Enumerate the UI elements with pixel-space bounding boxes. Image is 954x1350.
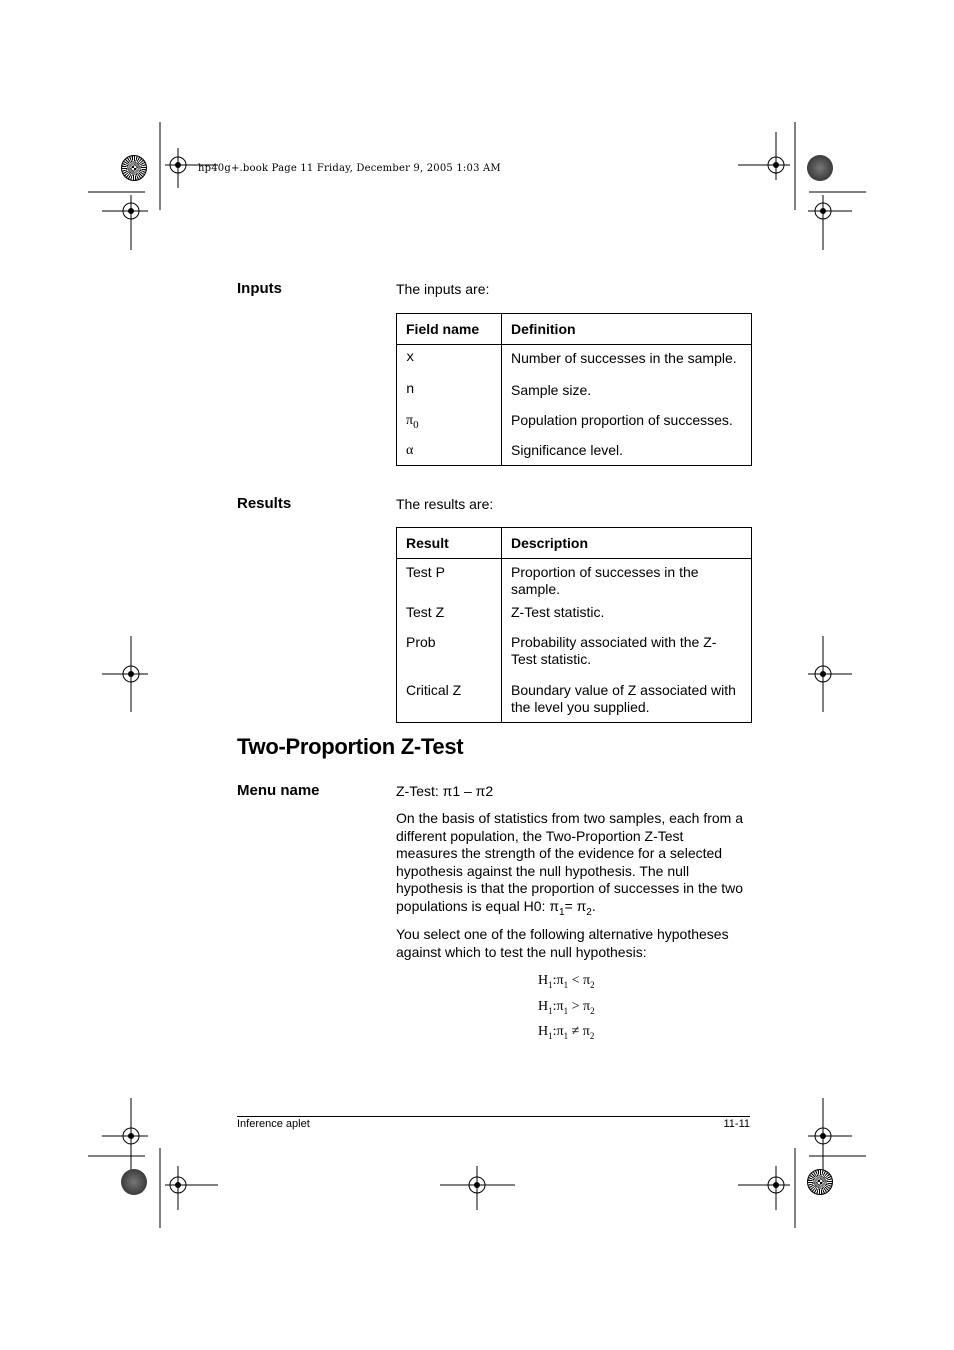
column-header: Description xyxy=(502,528,752,559)
result-name: Test P xyxy=(397,559,502,599)
target-mark xyxy=(738,132,790,180)
inputs-heading: Inputs xyxy=(237,280,282,297)
section-title: Two-Proportion Z-Test xyxy=(237,734,464,759)
hypothesis-greater: $H_1:\pi_1 > \pi_2$ xyxy=(538,999,595,1016)
color-register-mark xyxy=(807,155,833,181)
description-paragraph xyxy=(396,810,748,921)
color-register-mark xyxy=(807,1169,833,1195)
table-row xyxy=(397,676,752,723)
result-description: Boundary value of Z associated with the level you supplied. xyxy=(511,682,736,715)
result-name: Test Z xyxy=(397,598,502,628)
table-header-row xyxy=(397,528,752,559)
result-name: Critical Z xyxy=(397,676,502,723)
description-text: On the basis of statistics from two samples, each from a different population, the Two-Proportion Z-Test measures the strength of the evidence for a selected hypothesis against the null hypothesis. The null hypothesis is that the proportion of successes in the two populations is equal xyxy=(396,810,744,914)
target-mark xyxy=(808,1098,852,1172)
table-row xyxy=(397,559,752,599)
footer-rule xyxy=(237,1116,750,1117)
target-mark xyxy=(165,1166,218,1210)
target-mark xyxy=(808,636,852,712)
field-definition: Significance level. xyxy=(511,441,624,458)
field-name: $\pi_0$ xyxy=(397,406,502,436)
hypothesis-not-equal: $H_1:\pi_1 \ne \pi_2$ xyxy=(538,1024,595,1041)
result-name: Prob xyxy=(397,628,502,676)
null-hypothesis: H0: $\pi_1= \pi_2$. xyxy=(523,897,596,918)
field-name: α xyxy=(397,436,502,466)
target-mark xyxy=(738,1166,790,1210)
target-mark xyxy=(808,195,852,250)
column-header: Result xyxy=(397,528,502,559)
table-header-row xyxy=(397,314,752,345)
column-header: Definition xyxy=(502,314,752,345)
target-mark xyxy=(102,1098,148,1172)
color-register-mark xyxy=(121,1169,147,1195)
table-row xyxy=(397,598,752,628)
color-register-mark xyxy=(121,155,147,181)
target-mark xyxy=(102,636,148,712)
target-mark xyxy=(440,1166,515,1210)
field-definition: Population proportion of successes. xyxy=(511,411,733,428)
inputs-intro: The inputs are: xyxy=(396,281,490,297)
results-table xyxy=(396,527,752,723)
table-row xyxy=(397,628,752,676)
field-definition: Number of successes in the sample. xyxy=(511,350,737,366)
footer-chapter: Inference aplet xyxy=(237,1118,310,1130)
column-header: Field name xyxy=(397,314,502,345)
alternatives-paragraph: You select one of the following alternative hypotheses against which to test the null hypothesis: xyxy=(396,926,729,960)
field-name: x xyxy=(397,345,502,376)
field-definition: Sample size. xyxy=(511,381,592,398)
results-intro: The results are: xyxy=(396,496,494,512)
hypothesis-less: $H_1:\pi_1 < \pi_2$ xyxy=(538,973,595,990)
result-description: Probability associated with the Z-Test statistic. xyxy=(511,634,717,667)
result-description: Proportion of successes in the sample. xyxy=(511,564,699,597)
table-row xyxy=(397,406,752,436)
field-name: n xyxy=(397,376,502,406)
result-description: Z-Test statistic. xyxy=(511,604,605,620)
menu-name-value: Z-Test: π1 – π2 xyxy=(396,783,494,799)
menu-name-heading: Menu name xyxy=(237,782,320,799)
table-row xyxy=(397,345,752,376)
page-number: 11-11 xyxy=(723,1118,750,1130)
table-row xyxy=(397,436,752,466)
target-mark xyxy=(102,195,148,250)
table-row xyxy=(397,376,752,406)
print-slug: hp40g+.book Page 11 Friday, December 9, 2005 1:03 AM xyxy=(198,163,501,174)
inputs-table xyxy=(396,313,752,466)
results-heading: Results xyxy=(237,495,292,512)
